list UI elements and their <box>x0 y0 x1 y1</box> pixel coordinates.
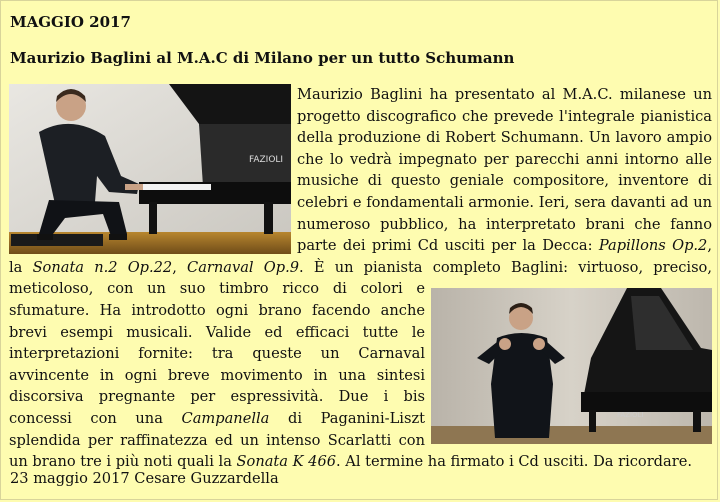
article-text-separator: , <box>172 258 188 276</box>
work-title: Carnaval Op.9 <box>187 258 300 276</box>
article-body <box>9 84 712 473</box>
article-text-part-4: . Al termine ha firmato i Cd usciti. Da ricordare. <box>336 453 692 471</box>
svg-text:FAZIOLI: FAZIOLI <box>249 155 284 165</box>
date-heading: MAGGIO 2017 <box>10 13 131 31</box>
work-title: Papillons Op.2 <box>598 237 708 255</box>
article-text-separator: , la <box>9 237 712 276</box>
work-title: Campanella <box>181 409 270 427</box>
work-title: Sonata K 466 <box>236 453 337 471</box>
work-title: Sonata n.2 Op.22 <box>32 258 173 276</box>
article-title: Maurizio Baglini al M.A.C di Milano per un tutto Schumann <box>10 49 515 67</box>
article-text-part-2: . È un pianista completo Baglini: virtuoso, preciso, meticoloso, con un suo timbro ricco di colori e sfumature. Ha introdotto ogni brano facendo anche brevi esempi musicali. Valide ed efficaci tutte le interpretazioni fornite: tra queste un Carnaval avvincente in ogni breve movimento in una sintesi discorsiva pregnante per espressività. Due i bis concessi con una <box>9 258 712 427</box>
article-signature: 23 maggio 2017 Cesare Guzzardella <box>10 470 279 487</box>
article-text-part-1: Maurizio Baglini ha presentato al M.A.C. milanese un progetto discografico che prevede l'integrale pianistica della produzione di Robert Schumann. Un lavoro ampio che lo vedrà impegnato per parecchi anni intorno alle musiche di questo geniale compositore, inventore di celebri e fondamentali armonie. Ieri, sera davanti ad un numeroso pubblico, ha interpretato brani che fanno parte dei primi Cd usciti per la Decca: <box>297 86 712 255</box>
svg-text:FAZIOLI: FAZIOLI <box>617 411 644 419</box>
pianist-at-piano-photo <box>9 84 291 254</box>
article-text-part-3: di Paganini-Liszt splendida per raffinatezza ed un intenso Scarlatti con un brano tre i più noti quali la <box>9 409 425 471</box>
pianist-speaking-photo <box>431 288 712 444</box>
